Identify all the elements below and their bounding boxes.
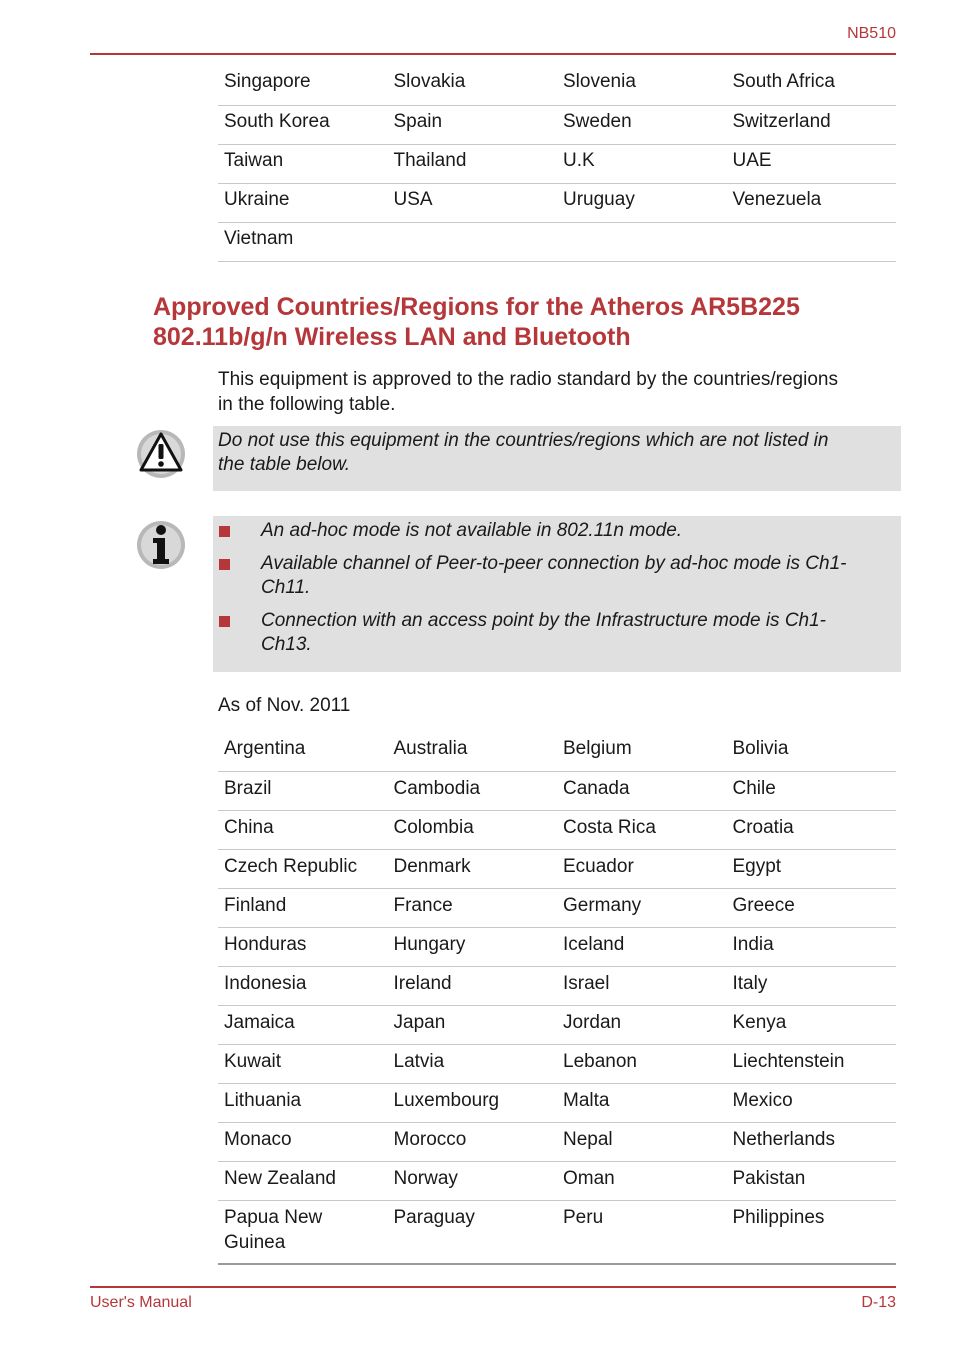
table-cell: Denmark [388,849,558,888]
table-row [218,1083,896,1122]
table-cell: Monaco [218,1122,388,1161]
countries-table [218,732,896,1265]
table-cell-line: Guinea [224,1231,286,1253]
table-cell: Netherlands [727,1122,897,1161]
table-row [218,105,896,144]
table-cell: Brazil [218,771,388,810]
table-cell: Paraguay [388,1200,558,1264]
table-cell: Honduras [218,927,388,966]
section-title-line: Approved Countries/Regions for the Atheros AR5B225 [153,293,800,321]
header-rule [90,53,896,55]
table-row [218,771,896,810]
table-cell: Uruguay [557,183,727,222]
table-cell: Australia [388,732,558,771]
table-cell: France [388,888,558,927]
table-cell: Lebanon [557,1044,727,1083]
table-cell: Luxembourg [388,1083,558,1122]
as-of-date: As of Nov. 2011 [218,695,351,716]
table-cell: Costa Rica [557,810,727,849]
table-cell: Canada [557,771,727,810]
table-row [218,222,896,261]
table-cell: Ecuador [557,849,727,888]
warning-icon [136,428,186,480]
info-note [213,516,901,672]
table-row [218,66,896,105]
table-cell: Slovenia [557,66,727,105]
table-cell: Argentina [218,732,388,771]
table-cell: Ireland [388,966,558,1005]
table-row [218,1044,896,1083]
table-cell: Venezuela [727,183,897,222]
table-row [218,1161,896,1200]
table-cell: South Korea [218,105,388,144]
table-cell: Kenya [727,1005,897,1044]
section-title-line: 802.11b/g/n Wireless LAN and Bluetooth [153,323,631,351]
countries-table-continued [218,66,896,262]
table-cell: Philippines [727,1200,897,1264]
warning-note [213,426,901,491]
table-cell: Peru [557,1200,727,1264]
table-cell: India [727,927,897,966]
table-row [218,732,896,771]
footer-manual-title: User's Manual [90,1294,192,1311]
table-cell: Morocco [388,1122,558,1161]
table-cell: Lithuania [218,1083,388,1122]
table-cell: UAE [727,144,897,183]
table-row [218,888,896,927]
table-cell: Cambodia [388,771,558,810]
table-row [218,1005,896,1044]
table-cell: Belgium [557,732,727,771]
table-cell: Croatia [727,810,897,849]
section-title [153,292,903,352]
warning-line: Do not use this equipment in the countries/regions which are not listed in [218,430,829,451]
list-item-line: Ch11. [261,577,311,598]
table-cell: Spain [388,105,558,144]
table-row [218,1200,896,1264]
table-cell: Chile [727,771,897,810]
table-cell: U.K [557,144,727,183]
bullet-square-icon [219,559,230,570]
table-cell: Nepal [557,1122,727,1161]
table-row [218,849,896,888]
table-cell: Germany [557,888,727,927]
table-cell: Greece [727,888,897,927]
table-cell: Hungary [388,927,558,966]
table-cell: Vietnam [218,222,388,261]
info-icon [136,519,186,571]
table-cell: USA [388,183,558,222]
table-cell: Malta [557,1083,727,1122]
list-item-text [261,552,891,600]
table-cell: Iceland [557,927,727,966]
table-row [218,810,896,849]
bullet-square-icon [219,526,230,537]
table-cell [557,222,727,261]
table-cell: Colombia [388,810,558,849]
table-cell: Liechtenstein [727,1044,897,1083]
table-cell: Indonesia [218,966,388,1005]
table-cell: China [218,810,388,849]
table-cell: Singapore [218,66,388,105]
table-row [218,927,896,966]
list-item-line: Connection with an access point by the Infrastructure mode is Ch1- [261,610,827,631]
intro-line: This equipment is approved to the radio standard by the countries/regions [218,369,838,390]
table-cell-line: Papua New [224,1206,323,1228]
table-cell [727,222,897,261]
table-cell: Sweden [557,105,727,144]
table-cell: Latvia [388,1044,558,1083]
table-cell: Oman [557,1161,727,1200]
table-row [218,144,896,183]
list-item-line: Ch13. [261,634,312,655]
table-cell: Slovakia [388,66,558,105]
bullet-square-icon [219,616,230,627]
table-row [218,966,896,1005]
table-cell: Norway [388,1161,558,1200]
table-row [218,183,896,222]
warning-text [218,429,888,477]
table-cell: Thailand [388,144,558,183]
intro-line: in the following table. [218,394,396,415]
list-item-line: An ad-hoc mode is not available in 802.11n mode. [261,520,683,541]
table-cell: Japan [388,1005,558,1044]
list-item-text [261,609,891,657]
table-cell [388,222,558,261]
table-cell: New Zealand [218,1161,388,1200]
table-row [218,1122,896,1161]
intro-paragraph [218,367,898,417]
table-cell: Finland [218,888,388,927]
table-cell: Italy [727,966,897,1005]
table-cell: Mexico [727,1083,897,1122]
table-cell: South Africa [727,66,897,105]
table-cell: Taiwan [218,144,388,183]
table-cell: Kuwait [218,1044,388,1083]
table-cell: Bolivia [727,732,897,771]
table-cell: Pakistan [727,1161,897,1200]
table-cell: Switzerland [727,105,897,144]
table-cell: Israel [557,966,727,1005]
table-cell: Ukraine [218,183,388,222]
table-cell: Jamaica [218,1005,388,1044]
table-cell: Jordan [557,1005,727,1044]
warning-line: the table below. [218,454,351,475]
table-cell: Czech Republic [218,849,388,888]
table-cell: Egypt [727,849,897,888]
list-item-line: Available channel of Peer-to-peer connection by ad-hoc mode is Ch1- [261,553,847,574]
table-cell [218,1200,388,1264]
footer-rule [90,1286,896,1288]
list-item-text [261,519,891,543]
header-model: NB510 [847,25,896,42]
footer-page-number: D-13 [861,1294,896,1311]
